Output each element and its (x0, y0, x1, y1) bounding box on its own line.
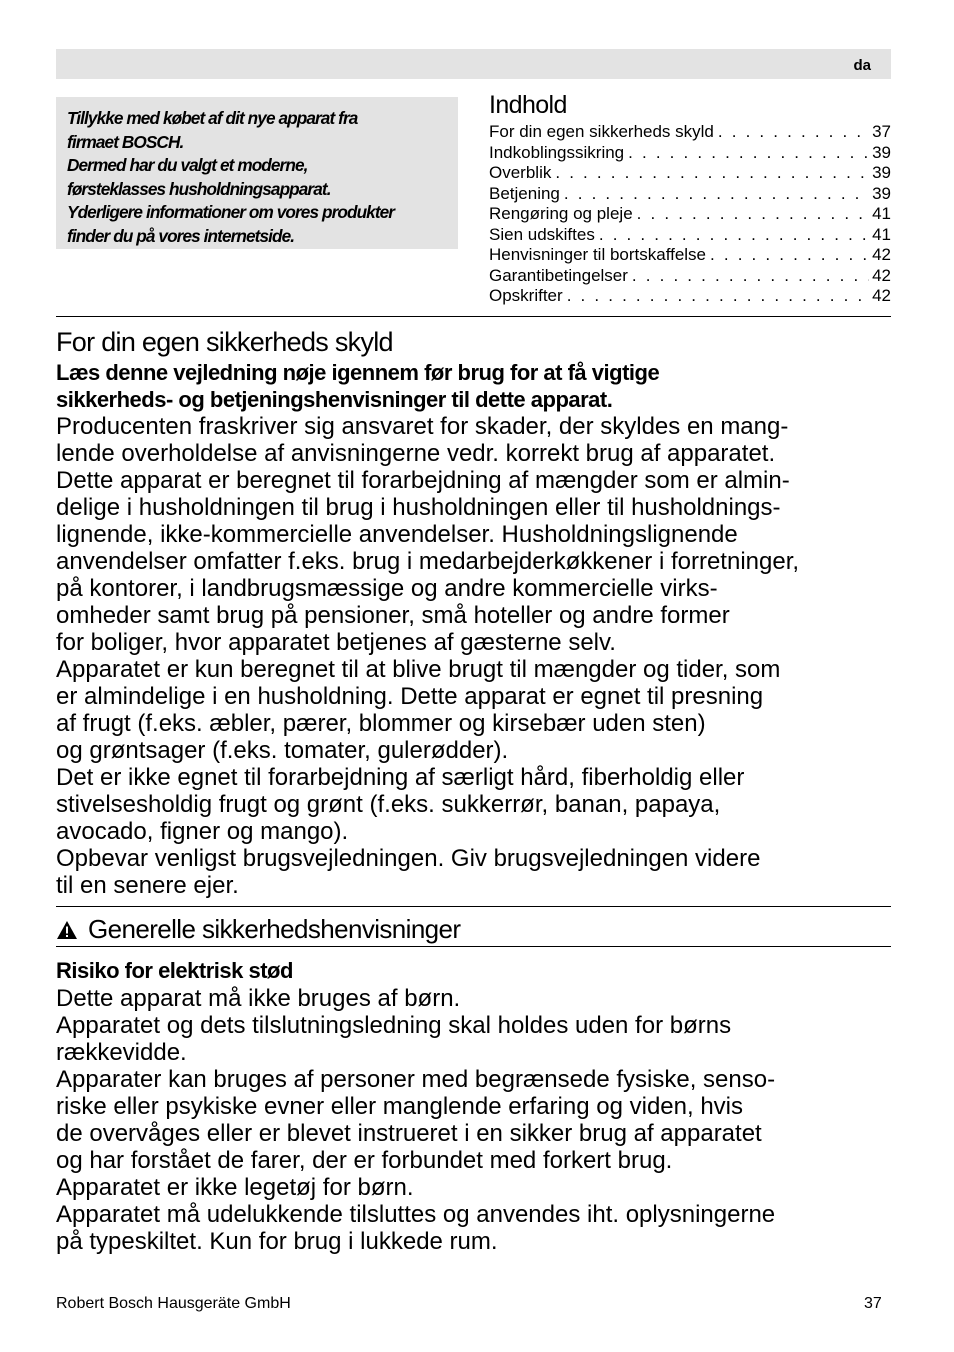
toc-item-page: 39 (872, 183, 891, 203)
toc-leader (706, 245, 869, 266)
lead-line: Læs denne vejledning nøje igennem før brug for at få vigtige (56, 360, 660, 385)
toc-item[interactable] (489, 266, 891, 287)
intro-line: Dermed har du valgt et moderne, (67, 155, 308, 175)
body-line: Apparater kan bruges af personer med begrænsede fysiske, senso- (56, 1066, 776, 1093)
toc-item[interactable] (489, 245, 891, 266)
toc-item-page: 42 (872, 286, 891, 305)
intro-line: Yderligere informationer om vores produkter (67, 202, 395, 222)
warning-triangle-icon (56, 920, 78, 940)
body-line: på kontorer, i landbrugsmæssige og andre kommercielle virks- (56, 575, 718, 602)
body-line: Apparatet må udelukkende tilsluttes og anvendes iht. oplysningerne (56, 1201, 776, 1228)
toc-leader (560, 184, 869, 205)
body-line: delige i husholdningen til brug i husholdningen eller til husholdnings- (56, 494, 781, 521)
language-code: da (853, 57, 871, 74)
toc-item[interactable] (489, 184, 891, 205)
body-line: Producenten fraskriver sig ansvaret for skader, der skyldes en mang- (56, 413, 789, 440)
toc-item-label: Betjening (489, 183, 560, 203)
toc-item[interactable] (489, 204, 891, 225)
divider (56, 316, 891, 317)
toc-item[interactable] (489, 122, 891, 143)
toc-item-label: Opskrifter (489, 286, 563, 305)
toc-item-page: 39 (872, 142, 891, 162)
body-line: Det er ikke egnet til forarbejdning af særligt hård, fiberholdig eller (56, 764, 745, 791)
body-line: af frugt (f.eks. æbler, pærer, blommer og kirsebær uden sten) (56, 710, 706, 737)
section-body (56, 413, 799, 899)
toc-title: Indhold (489, 91, 567, 119)
toc-item-page: 41 (872, 204, 891, 223)
body-line: Apparatet og dets tilslutningsledning skal holdes uden for børns (56, 1012, 732, 1039)
body-line: anvendelser omfatter f.eks. brug i medarbejderkøkkener i forretninger, (56, 548, 800, 575)
toc-item[interactable] (489, 286, 891, 307)
body-line: de overvåges eller er blevet instrueret i en sikker brug af apparatet (56, 1120, 762, 1147)
intro-box (56, 97, 458, 249)
toc-item-page: 37 (872, 122, 891, 141)
toc-item-page: 39 (872, 163, 891, 182)
table-of-contents (489, 122, 891, 307)
body-line: omheder samt brug på pensioner, små hoteller og andre former (56, 602, 730, 629)
toc-item-label: Indkoblingssikring (489, 142, 625, 162)
lead-line: sikkerheds- og betjeningshenvisninger til dette apparat. (56, 387, 613, 412)
body-line: lende overholdelse af anvisningerne vedr. korrekt brug af apparatet. (56, 440, 776, 467)
intro-line: førsteklasses husholdningsapparat. (67, 178, 331, 199)
toc-leader (633, 204, 869, 225)
toc-leader (624, 143, 869, 164)
page-number: 37 (864, 1295, 882, 1312)
toc-item-page: 41 (872, 224, 891, 244)
toc-item-label: Garantibetingelser (489, 265, 628, 285)
body-line: Apparatet er ikke legetøj for børn. (56, 1174, 414, 1201)
body-line: stivelsesholdig frugt og grønt (f.eks. sukkerrør, banan, papaya, (56, 791, 721, 818)
section-lead (56, 359, 659, 413)
body-line: Dette apparat må ikke bruges af børn. (56, 985, 461, 1012)
toc-leader (595, 225, 869, 246)
body-line: og grøntsager (f.eks. tomater, gulerødder). (56, 737, 509, 764)
toc-item[interactable] (489, 163, 891, 184)
body-line: og har forstået de farer, der er forbundet med forkert brug. (56, 1147, 673, 1174)
toc-item-label: Sien udskiftes (489, 224, 595, 244)
intro-line: firmaet BOSCH. (67, 131, 184, 152)
body-line: Apparatet er kun beregnet til at blive brugt til mængder og tider, som (56, 656, 781, 683)
section-title: Generelle sikkerhedshenvisninger (88, 914, 461, 944)
body-line: er almindelige i en husholdning. Dette apparat er egnet til presning (56, 683, 764, 710)
footer-company: Robert Bosch Hausgeräte GmbH (56, 1295, 291, 1312)
body-line: til en senere ejer. (56, 872, 239, 899)
intro-line: finder du på vores internetside. (67, 225, 295, 246)
body-line: lignende, ikke-kommercielle anvendelser. Husholdningslignende (56, 521, 738, 548)
toc-item-label: Rengøring og pleje (489, 204, 633, 223)
toc-leader (563, 286, 869, 307)
toc-item-label: Henvisninger til bortskaffelse (489, 245, 707, 264)
toc-leader (714, 122, 869, 143)
section-body (56, 985, 775, 1255)
subheading: Risiko for elektrisk stød (56, 958, 293, 983)
body-line: Opbevar venligst brugsvejledningen. Giv brugsvejledningen videre (56, 845, 761, 872)
body-line: avocado, figner og mango). (56, 818, 349, 845)
intro-line: Tillykke med købet af dit nye apparat fra (67, 108, 358, 128)
body-line: for boliger, hvor apparatet betjenes af gæsterne selv. (56, 629, 616, 656)
header-bar (56, 49, 891, 79)
body-line: rækkevidde. (56, 1039, 187, 1066)
toc-item-label: Overblik (489, 163, 552, 182)
toc-item-page: 42 (872, 245, 891, 264)
body-line: riske eller psykiske evner eller manglende erfaring og viden, hvis (56, 1093, 743, 1120)
toc-item-page: 42 (872, 265, 891, 285)
toc-item-label: For din egen sikkerheds skyld (489, 122, 714, 141)
toc-item[interactable] (489, 225, 891, 246)
body-line: på typeskiltet. Kun for brug i lukkede rum. (56, 1228, 498, 1255)
section-title: For din egen sikkerheds skyld (56, 327, 393, 357)
section-header (56, 914, 460, 945)
body-line: Dette apparat er beregnet til forarbejdning af mængder som er almin- (56, 467, 790, 494)
toc-leader (628, 266, 869, 287)
toc-leader (551, 163, 869, 184)
divider (56, 906, 891, 907)
divider (56, 946, 891, 947)
toc-item[interactable] (489, 143, 891, 164)
